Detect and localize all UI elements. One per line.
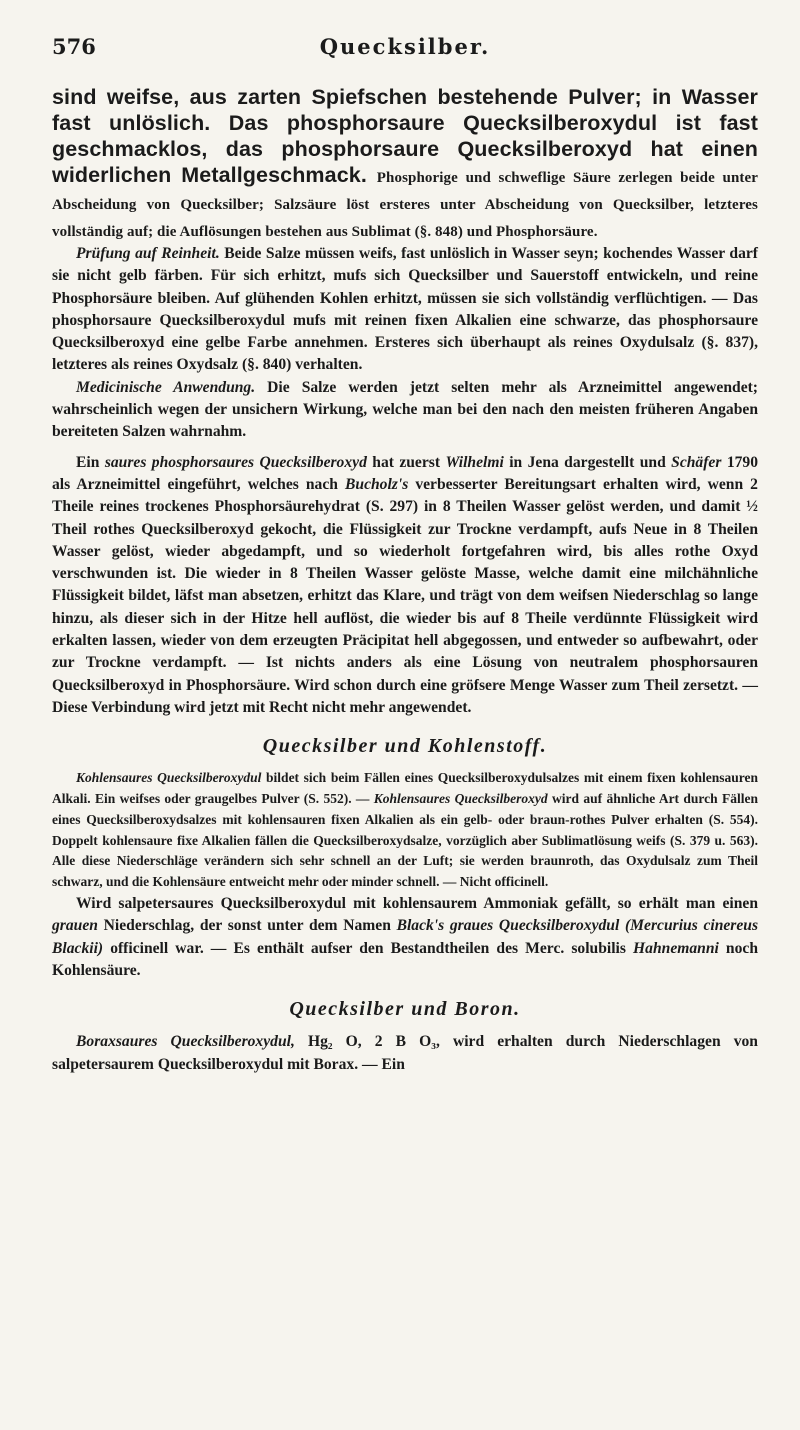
acid-phosphate-mid2: in Jena dargestellt und — [509, 453, 666, 471]
borate-formula: Hg₂ O, 2 B O₃, — [307, 1033, 440, 1051]
nitrate-text-4: noch Kohlensäure. — [52, 939, 758, 979]
acid-phosphate-term: saures phosphorsaures Quecksilberoxyd — [104, 453, 367, 471]
nitrate-term-hahnemann: Hahnemanni — [633, 939, 719, 957]
borate-term: Boraxsaures Quecksilberoxydul, — [76, 1033, 295, 1051]
carbonate-text-1: bildet sich beim Fällen eines Quecksilberoxydulsalzes mit einem fixen kohlensauren Alkali. Ein weifses oder graugelbes Pulver (S. 552). — — [52, 770, 758, 807]
nitrate-text-3: officinell war. — Es enthält aufser den Bestandtheilen des Merc. solubilis — [110, 939, 626, 957]
intro-tail-text: Phosphorige und schwe⁠flige Säure zerlegen beide unter Abscheidung von Quecksilber; Salzsäure löst ersteres unter Abscheidung von Quecksilber, letzteres vollständig auf; die Auflösungen bestehen aus Sublimat (§. 848) und Phosphorsäure. — [52, 170, 759, 240]
purity-test-text: Beide Salze müssen weifs, fast unlöslich in Wasser seyn; kochendes Wasser darf sie nicht gelb färben. Für sich erhitzt, mufs sich Quecksilber und Sauerstoff entwickeln, und reine Phosphorsäure bleiben. Auf glühenden Kohlen erhitzt, müssen sie sich vollständig verflüchtigen. — Das phosphorsaure Quecksilberoxydul mufs mit reinen fixen Alkalien eine schwarze, das phosphorsaure Quecksilberoxyd eine gelbe Farbe annehmen. Ersteres sich überhaupt als reines Oxydulsalz (§. 837), letzteres als reines Oxydsalz (§. 840) verhalten. — [52, 245, 758, 374]
page-number: 576 — [52, 34, 96, 59]
running-title: Quecksilber. — [319, 34, 491, 59]
carbonate-oxyd-term: Kohlensaures Quecksilberoxyd — [373, 791, 548, 807]
acid-phosphate-mid1: hat zuerst — [372, 453, 441, 471]
nitrate-paragraph — [52, 893, 758, 982]
nitrate-latin-name: (Mercurius cinereus Blackii) — [52, 917, 759, 957]
person-bucholz: Bucholz's — [345, 475, 409, 493]
section-heading-boron: Quecksilber und Boron. — [289, 998, 521, 1021]
nitrate-term-black: Black's graues Quecksilberoxydul — [396, 917, 620, 935]
acid-phosphate-mid3: 1790 als Arzneimittel eingeführt, welches nach — [52, 453, 758, 493]
purity-test-label: Prüfung auf Reinheit. — [76, 245, 220, 262]
acid-phosphate-paragraph — [52, 452, 758, 720]
book-page — [52, 34, 758, 1076]
person-schaefer: Schäfer — [671, 453, 722, 471]
nitrate-term-grau: grauen — [52, 917, 98, 935]
borate-paragraph — [52, 1031, 758, 1076]
carbonate-oxydul-term: Kohlensaures Quecksilberoxydul — [76, 770, 262, 786]
borate-text: wird erhalten durch Niederschlagen von salpetersaurem Quecksilberoxydul mit Borax. — Ein — [52, 1033, 758, 1073]
intro-paragraph — [52, 84, 758, 243]
intro-lead-text: sind weifse, aus zarten Spiefschen bestehende Pulver; in Wasser fast unlöslich. Das phosphorsaure Quecksilberoxydul ist fast geschmacklos, das phosphorsaure Quecksilberoxyd hat einen widerlichen Metallgeschmack. — [52, 85, 758, 187]
purity-test-paragraph — [52, 243, 758, 377]
carbonate-text-2: wird auf ähnliche Art durch Fällen eines Quecksilberoxydsalzes mit kohlensauren fixen Alkalien als ein gelb- oder braun-rothes Pulver erhalten (S. 554). Doppelt kohlensaure fixe Alkalien fällen die Quecksilberoxydsalze, vorzüglich aber Sublimatlösung weifs (S. 379 u. 563). Alle diese Niederschläge verändern sich sehr schnell an der Luft; sie werden braunroth, das Oxydulsalz zum Theil schwarz, und die Kohlensäure entweicht mehr oder minder schnell. — Nicht officinell. — [52, 791, 759, 890]
person-wilhelmi: Wilhelmi — [445, 453, 504, 471]
carbonate-paragraph — [52, 768, 758, 893]
running-header — [52, 34, 758, 74]
medical-use-paragraph — [52, 377, 758, 444]
nitrate-text-2: Niederschlag, der sonst unter dem Namen — [103, 917, 391, 935]
medical-use-text: Die Salze werden jetzt selten mehr als Arzneimittel angewendet; wahrscheinlich wegen der unsichern Wirkung, welche man bei den nach den meisten früheren Angaben bereiteten Salzen wahrnahm. — [52, 378, 759, 441]
medical-use-label: Medicinische Anwendung. — [76, 378, 256, 396]
acid-phosphate-pre: Ein — [76, 453, 100, 471]
section-heading-carbon: Quecksilber und Kohlenstoff. — [262, 735, 548, 758]
acid-phosphate-text: verbesserter Bereitungsart erhalten wird, wenn 2 Theile reines trockenes Phosphorsäurehydrat (S. 297) in 8 Theilen Wasser gelöst werden, und damit ½ Theil rothes Quecksilberoxyd gekocht, die Flüssigkeit zur Trockne verdampft, aufs Neue in 8 Theilen Wasser gelöst, wieder abgedampft, und so wiederholt fortgefahren wird, bis alles rothe Oxyd verschwunden ist. Die wieder in 8 Theilen Wasser gelöste Masse, welche damit eine milchähnliche Flüssigkeit bildet, läfst man absetzen, erhitzt das Klare, und trägt von dem weifsen Niederschlag so lange hinzu, als dieser sich in der Hitze hell auflöst, die wieder bis auf 8 Theile verdünnte Flüssigkeit wird erkalten lassen, wieder von dem erzeugten Präcipitat hell abgegossen, und entweder so aufbewahrt, oder zur Trockne verdampft. — Ist nichts anders als eine Lösung von neutralem phosphorsauren Quecksilberoxyd in Phosphorsäure. Wird schon durch eine gröfsere Menge Wasser zum Theil zersetzt. — Diese Verbindung wird jetzt mit Recht nicht mehr angewendet. — [52, 475, 758, 716]
nitrate-text-1: Wird salpetersaures Quecksilberoxydul mit kohlensaurem Ammoniak gefällt, so erhält man einen — [76, 895, 758, 913]
